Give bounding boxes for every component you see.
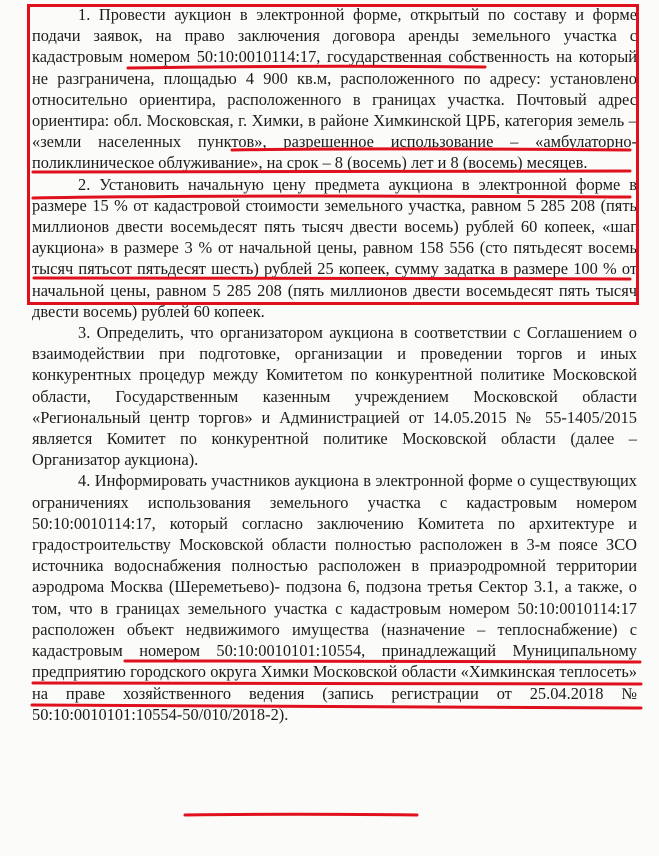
document-text xyxy=(32,4,637,725)
paragraph-2: 2. Установить начальную цену предмета аукциона в электронной форме в размере 15 % от кадастровой стоимости земельного участка, равном 5 285 208 (пять миллионов двести восемьдесят пять тысяч двести восемь) рублей 60 копеек, «шаг аукциона» в размере 3 % от начальной цены, равном 158 556 (сто пятьдесят восемь тысяч пятьсот пятьдесят шесть) рублей 25 копеек, сумму задатка в размере 100 % от начальной цены, равном 5 285 208 (пять миллионов двести восемьдесят пять тысяч двести восемь) рублей 60 копеек. xyxy=(32,174,637,321)
paragraph-3: 3. Определить, что организатором аукциона в соответствии с Соглашением о взаимодействии при подготовке, организации и проведении торгов и иных конкурентных процедур между Комитетом по конкурентной политике Московской области, Государственным казенным учреждением Московской области «Региональный центр торгов» и Администрацией от 14.05.2015 № 55-1405/2015 является Комитет по конкурентной политике Московской области (далее – Организатор аукциона). xyxy=(32,323,637,470)
paragraph-1: 1. Провести аукцион в электронной форме, открытый по составу и форме подачи заявок, на право заключения договора аренды земельного участка с кадастровым номером 50:10:0010114:17, государственная собственность на который не разграничена, площадью 4 900 кв.м, расположенного по адресу: установлено относительно ориентира, расположенного в границах участка. Почтовый адрес ориентира: обл. Московская, г. Химки, в районе Химкинской ЦРБ, категория земель – «земли населенных пунктов», разрешенное использование – «амбулаторно-поликлиническое облуживание», на срок – 8 (восемь) лет и 8 (восемь) месяцев. xyxy=(32,5,637,173)
paragraph-4: 4. Информировать участников аукциона в электронной форме о существующих ограничениях использования земельного участка с кадастровым номером 50:10:0010114:17, который согласно заключению Комитета по архитектуре и градостроительству Московской области полностью расположен в 3-м поясе ЗСО источника водоснабжения полностью расположен в приаэродромной территории аэродрома Москва (Шереметьево)- подзона 6, подзона третья Сектор 3.1, а также, о том, что в границах земельного участка с кадастровым номером 50:10:0010114:17 расположен объект недвижимого имущества (назначение – теплоснабжение) с кадастровым номером 50:10:0010101:10554, принадлежащий Муниципальному предприятию городского округа Химки Московской области «Химкинская теплосеть» на праве хозяйственного ведения (запись регистрации от 25.04.2018 № 50:10:0010101:10554-50/010/2018-2). xyxy=(32,471,637,724)
underline-khimki-heating xyxy=(185,814,417,815)
